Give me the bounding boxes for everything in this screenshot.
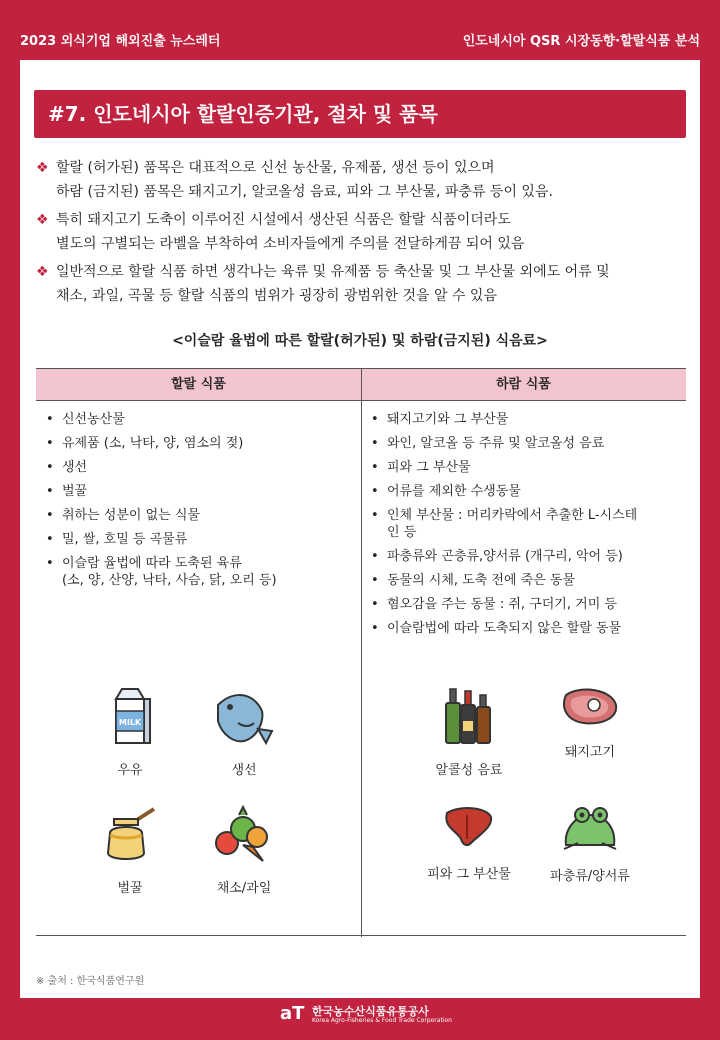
list-item-line: (소, 양, 산양, 낙타, 사슴, 닭, 오리 등)	[62, 573, 277, 588]
veg-cell	[194, 805, 294, 896]
bottles-icon	[444, 687, 494, 745]
top-banner	[0, 0, 720, 60]
list-item: • 신선농산물	[46, 411, 346, 428]
blood-cell	[419, 805, 519, 882]
bullet-item	[36, 156, 686, 204]
at-logo-icon: aT	[280, 1003, 305, 1024]
halal-haram-table	[36, 368, 686, 936]
pork-cell	[540, 687, 640, 760]
list-item: • 돼지고기와 그 부산물	[371, 411, 671, 428]
organization-english-name: Korea Agro-Fisheries & Food Trade Corporation	[312, 1017, 452, 1024]
milk-carton-icon	[108, 687, 152, 745]
milk-label: MILK	[118, 718, 142, 727]
icon-label: 파충류/양서류	[550, 869, 630, 884]
list-item-line: 인 등	[387, 525, 417, 540]
column-divider	[361, 369, 362, 937]
meat-steak-icon	[560, 687, 620, 727]
section-title: #7. 인도네시아 할랄인증기관, 절차 및 품목	[34, 90, 686, 138]
list-item-line: • 인체 부산물 : 머리카락에서 추출한 L-시스테	[387, 508, 638, 523]
honey-cell	[80, 805, 180, 896]
organization-name: 한국농수산식품유통공사	[312, 1005, 429, 1018]
haram-column-header: 하람 식품	[496, 377, 551, 392]
diamond-bullet-icon: ❖	[36, 212, 49, 228]
report-subtitle: 인도네시아 QSR 시장동향·할랄식품 분석	[462, 34, 700, 49]
content-panel	[20, 60, 700, 998]
list-item: • 이슬람법에 따라 도축되지 않은 할랄 동물	[371, 620, 671, 637]
icon-label: 채소/과일	[216, 881, 272, 896]
alcohol-cell	[419, 687, 519, 778]
fish-cell	[194, 687, 294, 778]
icon-label: 벌꿀	[117, 881, 143, 896]
icon-label: 돼지고기	[564, 745, 616, 760]
list-item: • 어류를 제외한 수생동물	[371, 483, 671, 500]
honey-pot-icon	[102, 805, 158, 863]
list-item: • 밀, 쌀, 호밀 등 곡물류	[46, 531, 346, 548]
list-item: • 혐오감을 주는 동물 : 쥐, 구더기, 거미 등	[371, 596, 671, 613]
diamond-bullet-icon: ❖	[36, 160, 49, 176]
list-item: • 와인, 알코올 등 주류 및 알코올성 음료	[371, 435, 671, 452]
haram-list	[371, 411, 671, 644]
fish-icon	[214, 687, 274, 745]
bullet-line: 채소, 과일, 곡물 등 할랄 식품의 범위가 굉장히 광범위한 것을 알 수 있음	[56, 288, 497, 304]
newsletter-title: 2023 외식기업 해외진출 뉴스레터	[20, 34, 221, 49]
liver-icon	[443, 805, 495, 849]
icon-label: 우유	[117, 763, 143, 778]
table-caption: <이슬람 율법에 따른 할랄(허가된) 및 하람(금지된) 식음료>	[172, 333, 548, 349]
bullet-line: 하람 (금지된) 품목은 돼지고기, 알코올성 음료, 피와 그 부산물, 파충류 등이 있음.	[56, 184, 553, 200]
diamond-bullet-icon: ❖	[36, 264, 49, 280]
icon-label: 피와 그 부산물	[427, 867, 511, 882]
list-item: • 벌꿀	[46, 483, 346, 500]
list-item: • 취하는 성분이 없는 식물	[46, 507, 346, 524]
icon-label: 알콜성 음료	[435, 763, 503, 778]
list-item: • 유제품 (소, 낙타, 양, 염소의 젖)	[46, 435, 346, 452]
summary-bullets	[36, 156, 686, 312]
bullet-item	[36, 260, 686, 308]
frog-icon	[560, 805, 620, 851]
list-item: • 동물의 시체, 도축 전에 죽은 동물	[371, 572, 671, 589]
bullet-line: 일반적으로 할랄 식품 하면 생각나는 육류 및 유제품 등 축산물 및 그 부산물 외에도 어류 및	[56, 264, 610, 280]
list-item: • 피와 그 부산물	[371, 459, 671, 476]
list-item	[371, 507, 671, 541]
bullet-line: 별도의 구별되는 라벨을 부착하여 소비자들에게 주의를 전달하게끔 되어 있음	[56, 236, 525, 252]
list-item: • 생선	[46, 459, 346, 476]
source-note: ※ 출처 : 한국식품연구원	[36, 976, 145, 987]
vegetables-icon	[213, 805, 275, 863]
halal-column-header: 할랄 식품	[171, 377, 226, 392]
list-item	[46, 555, 346, 589]
icon-label: 생선	[231, 763, 257, 778]
reptile-cell	[540, 805, 640, 884]
bullet-line: 할랄 (허가된) 품목은 대표적으로 신선 농산물, 유제품, 생선 등이 있으며	[56, 160, 495, 176]
milk-cell	[80, 687, 180, 778]
list-item: • 파충류와 곤충류,양서류 (개구리, 악어 등)	[371, 548, 671, 565]
bullet-item	[36, 208, 686, 256]
bullet-line: 특히 돼지고기 도축이 이루어진 시설에서 생산된 식품은 할랄 식품이더라도	[56, 212, 511, 228]
halal-list	[46, 411, 346, 596]
list-item-line: • 이슬람 율법에 따라 도축된 육류	[62, 556, 242, 571]
